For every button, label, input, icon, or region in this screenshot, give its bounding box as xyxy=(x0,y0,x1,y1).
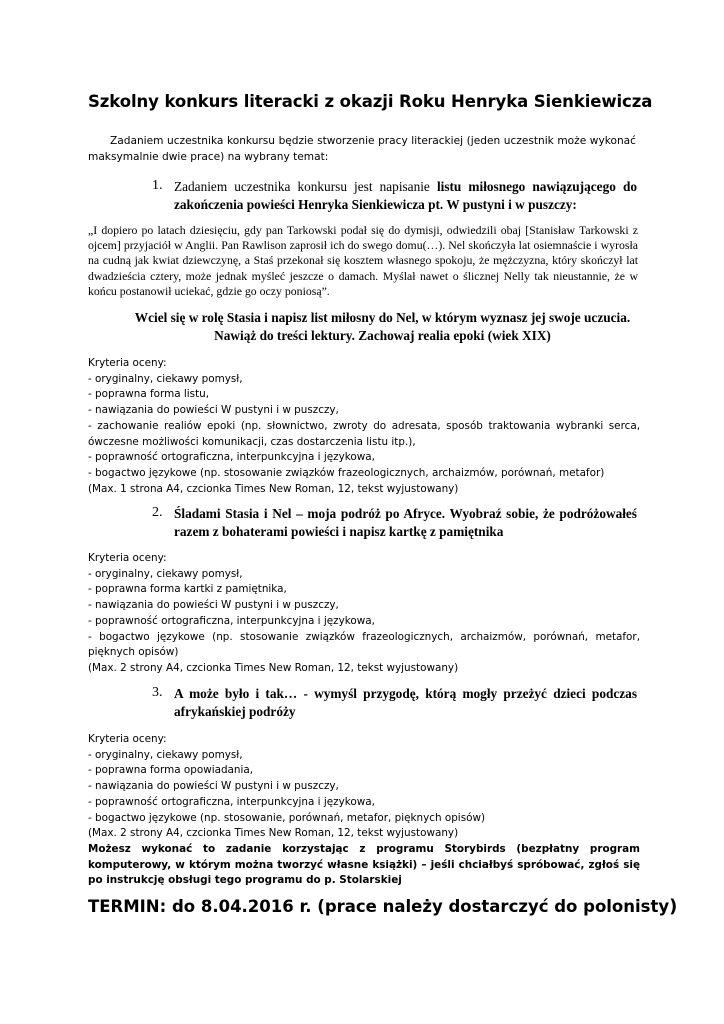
criteria-1-note: (Max. 1 strona A4, czcionka Times New Roman, 12, tekst wyjustowany) xyxy=(88,482,459,495)
criteria-2-item: - poprawna forma kartki z pamiętnika, xyxy=(88,583,287,596)
criteria-2-item: - nawiązania do powieści W pustyni i w puszczy, xyxy=(88,599,339,612)
task-3-text: A może było i tak… - wymyśl przygodę, którą mogły przeżyć dzieci podczas afrykańskiej podróży xyxy=(174,686,637,719)
task-1-lead: Zadaniem uczestnika konkursu jest napisanie xyxy=(174,179,437,194)
deadline-close: ) xyxy=(669,896,678,917)
task-1-instruction: Wciel się w rolę Stasia i napisz list miłosny do Nel, w którym wyznasz jej swoje uczucia. Nawiąż do treści lektury. Zachowaj realia epoki (wiek XIX) xyxy=(134,310,631,343)
criteria-1 xyxy=(88,356,640,497)
criteria-3-item: - oryginalny, ciekawy pomysł, xyxy=(88,748,243,761)
criteria-3-item: - poprawna forma opowiadania, xyxy=(88,764,254,777)
criteria-2-item: - poprawność ortograficzna, interpunkcyjna i językowa, xyxy=(88,614,375,627)
criteria-3 xyxy=(88,732,640,889)
task-1-number: 1. xyxy=(152,178,163,193)
criteria-1-item: - bogactwo językowe (np. stosowanie związków frazeologicznych, archaizmów, porównań, metafor) xyxy=(88,466,605,479)
criteria-2-note: (Max. 2 strony A4, czcionka Times New Roman, 12, tekst wyjustowany) xyxy=(88,661,459,674)
criteria-1-item: - oryginalny, ciekawy pomysł, xyxy=(88,372,243,385)
task-2-number: 2. xyxy=(152,505,163,520)
criteria-3-note: (Max. 2 strony A4, czcionka Times New Roman, 12, tekst wyjustowany) xyxy=(88,827,459,840)
criteria-2 xyxy=(88,551,640,677)
task-2-text: Śladami Stasia i Nel – moja podróż po Afryce. Wyobraź sobie, że podróżowałeś razem z bohaterami powieści i napisz kartkę z pamiętnika xyxy=(174,506,637,539)
page-title: Szkolny konkurs literacki z okazji Roku Henryka Sienkiewicza xyxy=(88,92,653,111)
task-1-bold: listu miłosnego nawiązującego do zakończenia powieści Henryka Sienkiewicza pt. W pustyni i w puszczy: xyxy=(174,179,637,212)
task-3-number: 3. xyxy=(152,685,163,700)
deadline-text: TERMIN: do 8.04.2016 r. (prace należy dostarczyć do polonisty xyxy=(88,897,670,916)
criteria-2-item: - bogactwo językowe (np. stosowanie związków frazeologicznych, archaizmów, porównań, metafor, pięknych opisów) xyxy=(88,630,640,659)
criteria-3-heading: Kryteria oceny: xyxy=(88,733,167,745)
task-1-text xyxy=(174,178,637,213)
criteria-1-item: - nawiązania do powieści W pustyni i w puszczy, xyxy=(88,404,339,417)
novel-quote: „I dopiero po latach dziesięciu, gdy pan Tarkowski podał się do dymisji, odwiedzili obaj [Stanisław Tarkowski z ojcem] przyjaciół w Anglii. Pan Rawlison zaprosił ich do swego domu(…). Nel skończyła lat osiemnaście i wyrosła na cudną jak kwiat dziewczynę, a Staś przekonał się kosztem własnego spokoju, że mężczyzna, który skończył lat dwadzieścia cztery, może jednak myśleć jeszcze o damach. Myślał nawet o ślicznej Nelly tak nieustannie, że w końcu postanowił uciekać, gdzie go oczy poniosą”. xyxy=(88,223,638,298)
criteria-1-item: - zachowanie realiów epoki (np. słownictwo, zwroty do adresata, sposób traktowania wybranki serca, ówczesne możliwości komunikacji, czas dostarczenia listu itp.), xyxy=(88,419,640,448)
criteria-3-item: - bogactwo językowe (np. stosowanie, porównań, metafor, pięknych opisów) xyxy=(88,811,486,824)
criteria-3-item: - nawiązania do powieści W pustyni i w puszczy, xyxy=(88,780,339,793)
criteria-3-item: - poprawność ortograficzna, interpunkcyjna i językowa, xyxy=(88,795,375,808)
criteria-2-heading: Kryteria oceny: xyxy=(88,552,167,564)
deadline xyxy=(88,896,677,917)
criteria-1-heading: Kryteria oceny: xyxy=(88,357,167,369)
criteria-1-item: - poprawna forma listu, xyxy=(88,388,210,401)
intro-paragraph: Zadaniem uczestnika konkursu będzie stworzenie pracy literackiej (jeden uczestnik może wykonać maksymalnie dwie prace) na wybrany temat: xyxy=(88,135,636,163)
criteria-1-item: - poprawność ortograficzna, interpunkcyjna i językowa, xyxy=(88,451,375,464)
storybirds-note: Możesz wykonać to zadanie korzystając z programu Storybirds (bezpłatny program komputerowy, w którym można tworzyć własne książki) – jeśli chciałbyś spróbować, zgłoś się po instrukcję obsługi tego programu do p. Stolarskiej xyxy=(88,842,640,887)
criteria-2-item: - oryginalny, ciekawy pomysł, xyxy=(88,567,243,580)
